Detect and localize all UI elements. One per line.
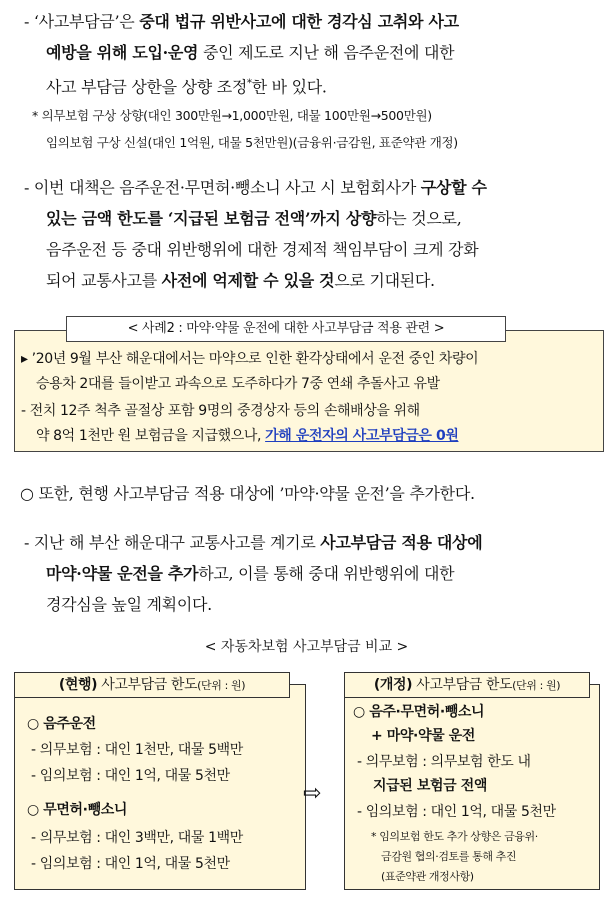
text: - ‘사고부담금’은 bbox=[24, 12, 140, 31]
revised-note-3: (표준약관 개정사항) bbox=[381, 870, 474, 883]
revised-group-title: ○ 음주·무면허·뺑소니 bbox=[353, 704, 485, 720]
paragraph-2 bbox=[24, 172, 604, 296]
text: 하고, 이를 통해 중대 위반행위에 대한 bbox=[198, 564, 455, 583]
revised-line-3: - 임의보험 : 대인 1억, 대물 5천만 bbox=[357, 804, 556, 820]
bold-text: 있는 금액 한도를 ‘지급된 보험금 전액’까지 상향 bbox=[46, 209, 377, 228]
current-group-2-title: ○ 무면허·뺑소니 bbox=[27, 802, 127, 818]
revised-note-1: * 임의보험 한도 추가 상향은 금융위· bbox=[371, 830, 538, 843]
revised-panel-header bbox=[344, 672, 590, 698]
bold-text: 구상할 수 bbox=[420, 178, 487, 197]
paragraph-3-line: ○ 또한, 현행 사고부담금 적용 대상에 ’마약·약물 운전’을 추가한다. bbox=[20, 484, 475, 503]
case-line-1: ▸ ’20년 9월 부산 해운대에서는 마약으로 인한 환각상태에서 운전 중인 차량이 bbox=[21, 351, 479, 367]
revised-note-2: 금감원 협의·검토를 통해 추진 bbox=[381, 850, 517, 863]
text: - 이번 대책은 음주운전·무면허·뺑소니 사고 시 보험회사가 bbox=[24, 178, 421, 197]
case-line-2: 승용차 2대를 들이받고 과속으로 도주하다가 7중 연쇄 추돌사고 유발 bbox=[36, 376, 440, 392]
text: 되어 교통사고를 bbox=[46, 271, 162, 290]
highlight-text: 가해 운전자의 사고부담금은 0원 bbox=[265, 428, 459, 444]
paragraph-1-line-1 bbox=[24, 6, 604, 37]
paragraph-2-line-1 bbox=[24, 172, 604, 203]
header-text: 사고부담금 한도 bbox=[412, 677, 513, 693]
header-bold: (현행) bbox=[58, 677, 98, 693]
current-group-1-line-1: - 의무보험 : 대인 1천만, 대물 5백만 bbox=[31, 742, 243, 758]
text: 약 8억 1천만 원 보험금을 지급했으나, bbox=[36, 428, 266, 444]
paragraph-1-line-2 bbox=[24, 37, 604, 68]
footnote-1 bbox=[24, 102, 604, 156]
bold-text: 예방을 위해 도입·운영 bbox=[46, 43, 199, 62]
revised-line-2: 지급된 보험금 전액 bbox=[373, 778, 487, 794]
footnote-mark: * bbox=[247, 78, 252, 89]
current-panel-header bbox=[14, 672, 290, 698]
text: 한 바 있다. bbox=[251, 77, 327, 97]
case-line-4 bbox=[36, 424, 458, 448]
case-title: < 사례2 : 마약·약물 운전에 대한 사고부담금 적용 관련 > bbox=[66, 316, 506, 342]
arrow-right-icon: ⇨ bbox=[303, 781, 322, 806]
text: 하는 것으로, bbox=[376, 209, 462, 228]
paragraph-4-line-3: 경각심을 높일 계획이다. bbox=[46, 595, 212, 614]
bold-text: 마약·약물 운전을 추가 bbox=[46, 564, 199, 583]
bold-text: 사전에 억제할 수 있을 것 bbox=[161, 271, 335, 290]
case-box bbox=[14, 330, 604, 452]
paragraph-4-line-1 bbox=[24, 527, 604, 558]
current-group-2-line-1: - 의무보험 : 대인 3백만, 대물 1백만 bbox=[31, 830, 243, 846]
text: 중인 제도로 지난 해 음주운전에 대한 bbox=[198, 43, 455, 62]
paragraph-3 bbox=[20, 478, 600, 509]
paragraph-4 bbox=[24, 527, 604, 620]
revised-group-title-2: + 마약·약물 운전 bbox=[371, 728, 475, 744]
case-line-3: - 전치 12주 척추 골절상 포함 9명의 중경상자 등의 손해배상을 위해 bbox=[21, 403, 420, 419]
bold-text: 중대 법규 위반사고에 대한 경각심 고취와 사고 bbox=[139, 12, 459, 31]
paragraph-2-line-3: 음주운전 등 중대 위반행위에 대한 경제적 책임부담이 크게 강화 bbox=[46, 240, 479, 259]
comparison-title: < 자동차보험 사고부담금 비교 > bbox=[204, 639, 409, 655]
revised-panel bbox=[344, 684, 600, 890]
footnote-1-line-2: 임의보험 구상 신설(대인 1억원, 대물 5천만원)(금융위·금감원, 표준약관 개정) bbox=[46, 135, 458, 150]
revised-line-1: - 의무보험 : 의무보험 한도 내 bbox=[357, 754, 531, 770]
header-bold: (개정) bbox=[373, 677, 413, 693]
header-unit: (단위 : 원) bbox=[197, 679, 246, 692]
bold-text: 사고부담금 적용 대상에 bbox=[320, 533, 483, 552]
current-group-1-line-2: - 임의보험 : 대인 1억, 대물 5천만 bbox=[31, 768, 230, 784]
paragraph-1 bbox=[24, 6, 604, 102]
text: - 지난 해 부산 해운대구 교통사고를 계기로 bbox=[24, 533, 321, 552]
paragraph-1-line-3 bbox=[24, 68, 604, 102]
header-unit: (단위 : 원) bbox=[512, 679, 561, 692]
paragraph-2-line-4 bbox=[24, 265, 604, 296]
text: 사고 부담금 상한을 상향 조정 bbox=[46, 77, 248, 97]
header-text: 사고부담금 한도 bbox=[97, 677, 198, 693]
current-panel bbox=[14, 684, 306, 890]
paragraph-4-line-2 bbox=[24, 558, 604, 589]
paragraph-2-line-2 bbox=[24, 203, 604, 234]
footnote-1-line-1: * 의무보험 구상 상향(대인 300만원→1,000만원, 대물 100만원→500만원) bbox=[32, 108, 432, 123]
current-group-2-line-2: - 임의보험 : 대인 1억, 대물 5천만 bbox=[31, 856, 230, 872]
current-group-1-title: ○ 음주운전 bbox=[27, 716, 96, 732]
text: 으로 기대된다. bbox=[334, 271, 435, 290]
